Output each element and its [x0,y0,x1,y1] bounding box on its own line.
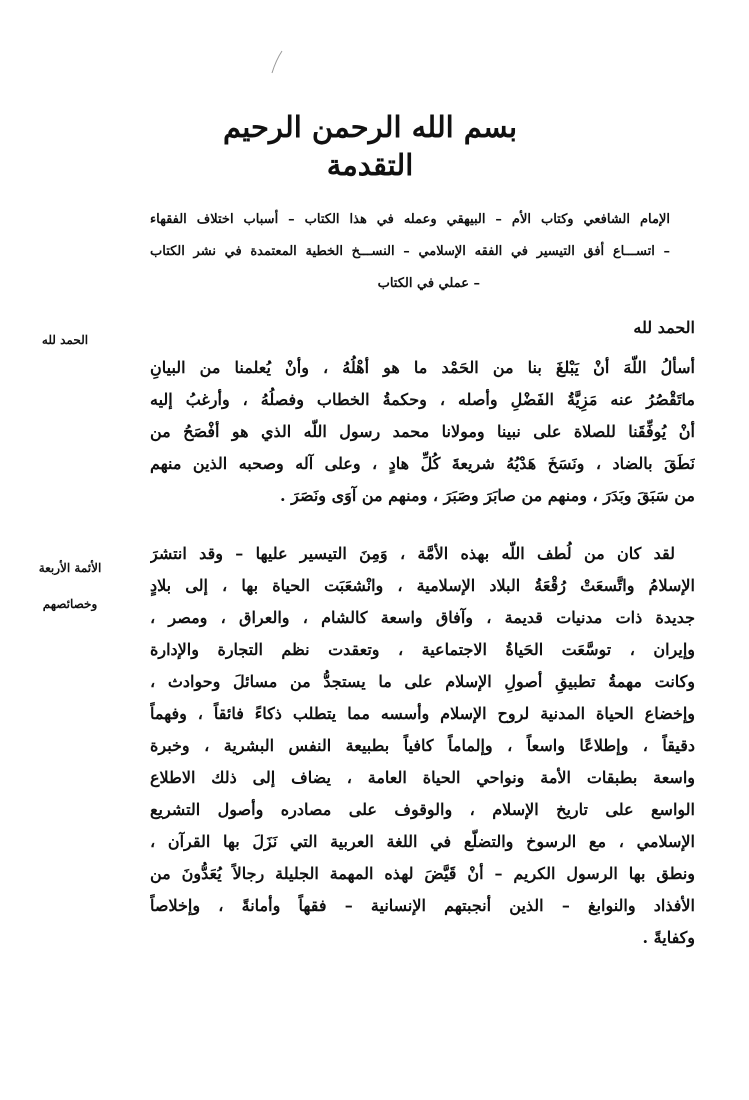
paragraph-1 [150,352,695,512]
praise-line: الحمد لله [633,318,695,337]
paragraph-line: جديدة ذات مدنيات قديمة ، وآفاق واسعة كالشام ، والعراق ، ومصر ، [150,608,695,627]
summary-line-1: الإمام الشافعي وكتاب الأم – البيهقي وعمله في هذا الكتاب – أسباب اختلاف الفقهاء [150,212,670,227]
paragraph-line: نَطَقَ بالضاد ، ونَسَخَ هَدْيُهُ شريعةَ كُلِّ هادٍ ، وعلى آله وصحبه الذين منهم [150,454,695,473]
chapter-summary [150,204,670,300]
paragraph-line: أسألُ اللّهَ أنْ يَبْلغَ بنا من الحَمْد ما هو أهْلُهُ ، وأنْ يُعلمنا من البيانِ [150,358,695,377]
paragraph-line: دقيقاً ، وإطلاعًا واسعاً ، وإلماماً كافياً بطبيعة النفس البشرية ، وخبرة [150,736,695,755]
pen-stroke-mark [270,50,284,74]
summary-line-2: – اتســـاع أفق التيسير في الفقه الإسلامي – النســـخ الخطية المعتمدة في نشر الكتاب [150,244,670,259]
basmala: بسم الله الرحمن الرحيم [222,110,518,144]
paragraph-line: وكفايةً . [642,928,695,947]
paragraph-line: واسعة بطبقات الأمة ونواحي الحياة العامة ، يضاف إلى ذلك الاطلاع [150,768,695,787]
paragraph-line: لقد كان من لُطف اللّه بهذه الأمَّة ، وَمِنَ التيسير عليها – وقد انتشرَ [150,544,675,563]
paragraph-line: الإسلامُ واتَّسعَتْ رُقْعَةُ البلاد الإسلامية ، وانْشعَبَت الحياة بها ، إلى بلادٍ [150,576,695,595]
paragraph-2 [150,538,695,954]
paragraph-line: من سَبَقَ وبَدَرَ ، ومنهم من صابَرَ وصَبَرَ ، ومنهم من آوَى ونَصَرَ . [279,486,695,505]
paragraph-line: الواسع على تاريخ الإسلام ، والوقوف على مصادره وأصول التشريع [150,800,695,819]
margin-note-line: الأئمة الأربعة [38,561,102,575]
paragraph-line: الإسلامي ، مع الرسوخ والتضلّع في اللغة العربية التي نَزَلَ بها القرآن ، [150,832,695,851]
paragraph-line: ونطق بها الرسول الكريم – أنْ قَيَّضَ لهذه المهمة الجليلة رجالاً يُعَدُّونَ من [150,864,695,883]
page-title: التقدمة [326,148,414,182]
paragraph-line: ماتَقْصُرُ عنه مَزِيَّةُ الفَضْلِ وأصله ، وحكمةُ الخطاب وفصلُهُ ، وأرغبُ إليه [150,390,695,409]
margin-note-four-imams [20,550,120,622]
paragraph-line: أنْ يُوفِّقَنا للصلاة على نبينا ومولانا محمد رسول اللّه الذي هو أفْصَحُ من [150,422,695,441]
paragraph-line: وإخضاع الحياة المدنية لروح الإسلام وأسسه مما يتطلب ذكاءً فائقاً ، وفهماً [150,704,695,723]
margin-note-praise [20,322,110,358]
margin-note-line: وخصائصهم [42,597,98,611]
paragraph-line: وإيران ، توسَّعَت الحَياةُ الاجتماعية ، وتعقدت نظم التجارة والإدارة [150,640,695,659]
margin-note-praise-text: الحمد لله [41,333,89,347]
paragraph-line: وكانت مهمةُ تطبيقِ أصولِ الإسلام على ما يستجدُّ من مسائلَ وحوادث ، [150,672,695,691]
page-heading [140,108,600,184]
summary-line-3: – عملي في الكتاب [377,276,480,291]
paragraph-line: الأفذاد والنوابغ – الذين أنجبتهم الإنسانية – فقهاً وأمانةً ، وإخلاصاً [150,896,695,915]
